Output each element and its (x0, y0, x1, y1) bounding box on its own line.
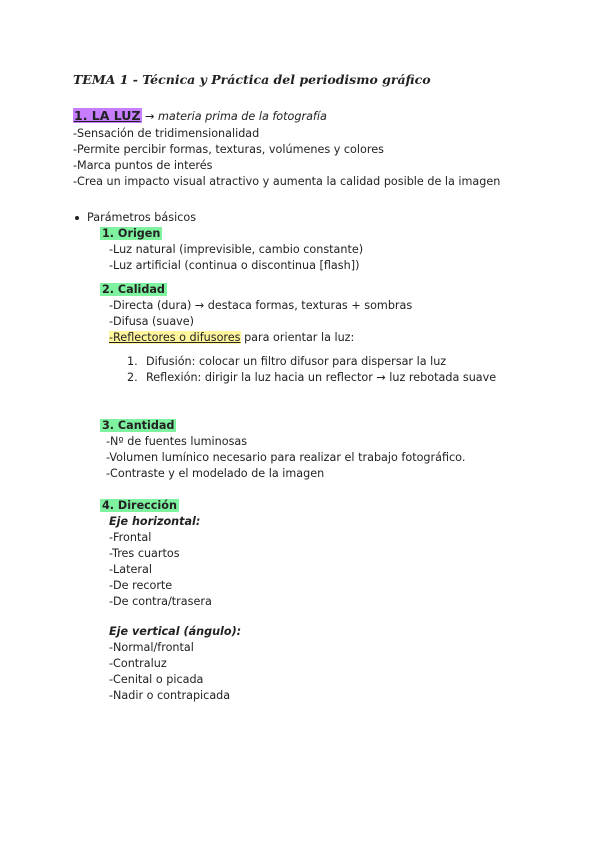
section-subtitle: materia prima de la fotografía (158, 110, 327, 123)
subheading-calidad (100, 282, 167, 298)
numbered-marker: 2. (127, 371, 138, 384)
text-line: -Lateral (109, 563, 152, 576)
heading-la-luz: 1. LA LUZ (74, 108, 141, 123)
subheading-calidad-text: 2. Calidad (102, 283, 165, 296)
highlighted-text: -Reflectores o difusores (109, 331, 241, 344)
page-title: TEMA 1 - Técnica y Práctica del periodismo gráfico (73, 72, 431, 87)
section-heading-la-luz (73, 108, 327, 125)
eje-horizontal-label: Eje horizontal: (109, 515, 201, 528)
bullet-label: Parámetros básicos (87, 211, 197, 224)
text-line: -Nadir o contrapicada (109, 689, 231, 702)
subheading-direccion (100, 498, 179, 514)
text-rest: para orientar la luz: (240, 331, 355, 344)
text-line: -De contra/trasera (109, 595, 212, 608)
text-line: -Crea un impacto visual atractivo y aumenta la calidad posible de la imagen (73, 175, 501, 188)
subheading-cantidad-text: 3. Cantidad (102, 419, 175, 432)
numbered-marker: 1. (127, 355, 138, 368)
subheading-cantidad (100, 418, 176, 434)
eje-vertical-label: Eje vertical (ángulo): (109, 625, 242, 638)
text-line: -Frontal (109, 531, 152, 544)
text-line: -Directa (dura) → destaca formas, texturas + sombras (109, 299, 413, 312)
text-line: -Tres cuartos (109, 547, 180, 560)
text-line: -Contraluz (109, 657, 167, 670)
text-line: -Cenital o picada (109, 673, 204, 686)
bullet-icon (75, 216, 79, 220)
text-line: -Sensación de tridimensionalidad (73, 127, 260, 140)
text-line: -Luz natural (imprevisible, cambio constante) (109, 243, 364, 256)
text-line: -Marca puntos de interés (73, 159, 213, 172)
numbered-item: Reflexión: dirigir la luz hacia un reflector → luz rebotada suave (146, 371, 497, 384)
arrow-symbol: → (145, 110, 155, 123)
subheading-direccion-text: 4. Dirección (102, 499, 177, 512)
numbered-item: Difusión: colocar un filtro difusor para dispersar la luz (146, 355, 447, 368)
text-line: -Difusa (suave) (109, 315, 195, 328)
text-line: -Contraste y el modelado de la imagen (106, 467, 325, 480)
text-line: -Nº de fuentes luminosas (106, 435, 248, 448)
subheading-origen (100, 226, 162, 242)
subheading-origen-text: 1. Origen (102, 227, 161, 240)
text-line: -Normal/frontal (109, 641, 194, 654)
text-line: -Permite percibir formas, texturas, volúmenes y colores (73, 143, 384, 156)
text-line: -Volumen lumínico necesario para realizar el trabajo fotográfico. (106, 451, 466, 464)
text-line: -De recorte (109, 579, 173, 592)
text-line: -Luz artificial (continua o discontinua [flash]) (109, 259, 360, 272)
highlight-line (109, 330, 354, 346)
